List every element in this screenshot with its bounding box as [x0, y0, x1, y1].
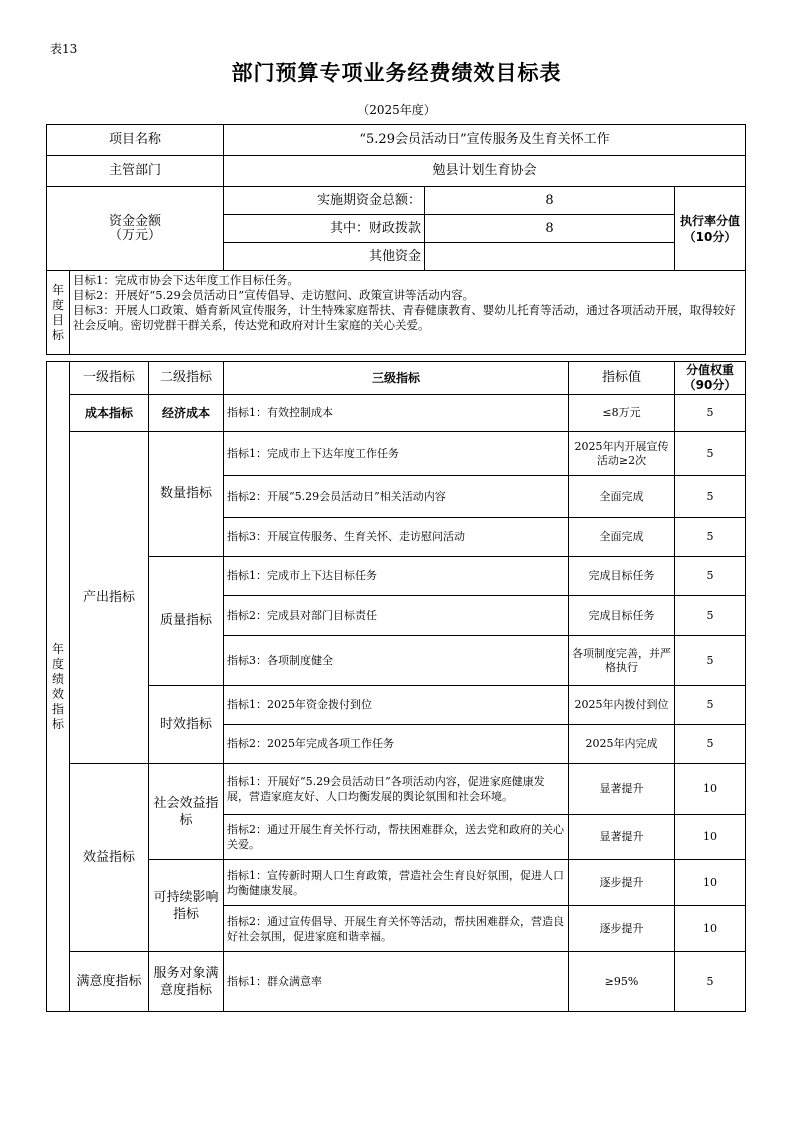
quantity-weight-1: 5 [674, 431, 746, 476]
quality-indicator-3: 指标3：各项制度健全 [223, 635, 569, 686]
quality-value-3: 各项制度完善，并严格执行 [568, 635, 675, 686]
annual-goal-label: 年 度 目 标 [46, 270, 70, 355]
fund-total-label: 实施期资金总额： [223, 186, 425, 215]
quantity-weight-2: 5 [674, 475, 746, 518]
quantity-level2: 数量指标 [148, 431, 224, 557]
social-value-1: 显著提升 [568, 763, 675, 815]
annual-indicator-label: 年 度 绩 效 指 标 [46, 361, 70, 1012]
dept-label: 主管部门 [46, 155, 224, 187]
header-level1: 一级指标 [69, 361, 149, 395]
satisfaction-value-1: ≥95% [568, 951, 675, 1012]
goal-3: 目标3：开展人口政策、婚育新风宣传服务，计生特殊家庭帮扶、青春健康教育、婴幼儿托育等活动，通过各项活动开展，取得较好社会反响。密切党群干群关系，传达党和政府对计生家庭的关心关爱。 [73, 303, 736, 332]
quality-weight-3: 5 [674, 635, 746, 686]
timeliness-weight-1: 5 [674, 685, 746, 725]
goal-2: 目标2：开展好“5.29会员活动日”宣传倡导、走访慰问、政策宣讲等活动内容。 [73, 288, 475, 302]
social-weight-2: 10 [674, 814, 746, 860]
satisfaction-level2: 服务对象满意度指标 [148, 951, 224, 1012]
sustain-weight-1: 10 [674, 859, 746, 906]
satisfaction-level1: 满意度指标 [69, 951, 149, 1012]
sustain-indicator-2: 指标2：通过宣传倡导、开展生育关怀等活动，帮扶困难群众，营造良好社会氛围，促进家庭和谐幸福。 [223, 905, 569, 952]
table-number: 表13 [50, 42, 78, 56]
cost-value: ≤8万元 [568, 394, 675, 432]
fund-other-label: 其他资金 [223, 242, 425, 271]
cost-weight: 5 [674, 394, 746, 432]
annual-goals-text [69, 270, 746, 355]
satisfaction-indicator-1: 指标1：群众满意率 [223, 951, 569, 1012]
quantity-weight-3: 5 [674, 517, 746, 557]
sustain-level2: 可持续影响指标 [148, 859, 224, 952]
fund-financial-label: 其中：财政拨款 [223, 214, 425, 243]
sustain-indicator-1: 指标1：宣传新时期人口生育政策，营造社会生育良好氛围，促进人口均衡健康发展。 [223, 859, 569, 906]
cost-level2: 经济成本 [148, 394, 224, 432]
header-level2: 二级指标 [148, 361, 224, 395]
fund-label: 资金金额 （万元） [46, 186, 224, 271]
quality-value-1: 完成目标任务 [568, 556, 675, 596]
cost-level3: 指标1：有效控制成本 [223, 394, 569, 432]
page-title: 部门预算专项业务经费绩效目标表 [231, 61, 562, 85]
fund-total-value: 8 [424, 186, 675, 215]
output-level1: 产出指标 [69, 431, 149, 764]
timeliness-value-1: 2025年内拨付到位 [568, 685, 675, 725]
timeliness-indicator-1: 指标1：2025年资金拨付到位 [223, 685, 569, 725]
sustain-value-1: 逐步提升 [568, 859, 675, 906]
timeliness-level2: 时效指标 [148, 685, 224, 764]
timeliness-weight-2: 5 [674, 724, 746, 764]
project-name-label: 项目名称 [46, 124, 224, 156]
dept-value: 勉县计划生育协会 [223, 155, 746, 187]
benefit-level1: 效益指标 [69, 763, 149, 952]
cost-level1: 成本指标 [69, 394, 149, 432]
social-value-2: 显著提升 [568, 814, 675, 860]
quantity-value-1: 2025年内开展宣传活动≥2次 [568, 431, 675, 476]
quality-weight-1: 5 [674, 556, 746, 596]
social-level2: 社会效益指标 [148, 763, 224, 860]
project-name-value: “5.29会员活动日”宣传服务及生育关怀工作 [223, 124, 746, 156]
quantity-indicator-1: 指标1：完成市上下达年度工作任务 [223, 431, 569, 476]
quality-indicator-2: 指标2：完成县对部门目标责任 [223, 595, 569, 636]
quantity-value-2: 全面完成 [568, 475, 675, 518]
quantity-indicator-3: 指标3：开展宣传服务、生育关怀、走访慰问活动 [223, 517, 569, 557]
social-indicator-1: 指标1：开展好“5.29会员活动日”各项活动内容，促进家庭健康发展，营造家庭友好、人口均衡发展的舆论氛围和社会环境。 [223, 763, 569, 815]
quality-value-2: 完成目标任务 [568, 595, 675, 636]
quantity-indicator-2: 指标2：开展“5.29会员活动日”相关活动内容 [223, 475, 569, 518]
goal-1: 目标1：完成市协会下达年度工作目标任务。 [73, 273, 299, 287]
fund-other-value [424, 242, 675, 271]
satisfaction-weight-1: 5 [674, 951, 746, 1012]
timeliness-indicator-2: 指标2：2025年完成各项工作任务 [223, 724, 569, 764]
quality-weight-2: 5 [674, 595, 746, 636]
quality-indicator-1: 指标1：完成市上下达目标任务 [223, 556, 569, 596]
timeliness-value-2: 2025年内完成 [568, 724, 675, 764]
social-indicator-2: 指标2：通过开展生育关怀行动，帮扶困难群众，送去党和政府的关心关爱。 [223, 814, 569, 860]
social-weight-1: 10 [674, 763, 746, 815]
header-level3: 三级指标 [223, 361, 569, 395]
sustain-value-2: 逐步提升 [568, 905, 675, 952]
fund-financial-value: 8 [424, 214, 675, 243]
sustain-weight-2: 10 [674, 905, 746, 952]
execution-rate-label: 执行率分值 （10分） [674, 186, 746, 271]
header-weight: 分值权重 （90分） [674, 361, 746, 395]
quality-level2: 质量指标 [148, 556, 224, 686]
year-label: （2025年度） [357, 103, 436, 117]
header-value: 指标值 [568, 361, 675, 395]
quantity-value-3: 全面完成 [568, 517, 675, 557]
